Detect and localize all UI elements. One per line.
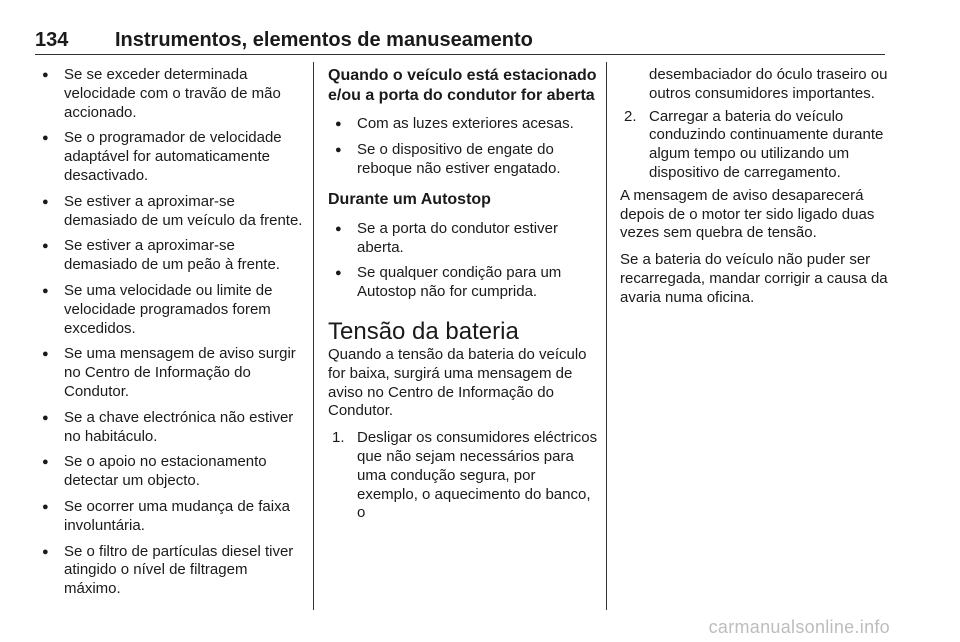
list-item: ● Com as luzes exteriores acesas. — [328, 115, 598, 134]
paragraph: Se a bateria do veículo não puder ser recarregada, mandar corrigir a causa da avaria numa oficina. — [620, 251, 888, 306]
list-item: ● Se a porta do condutor estiver aberta. — [328, 220, 598, 258]
parked-conditions-list — [328, 115, 598, 178]
battery-steps-list — [328, 429, 598, 523]
step-continuation: desembaciador do óculo traseiro ou outros consumidores importantes. — [649, 66, 888, 102]
autostop-conditions-list — [328, 220, 598, 302]
watermark: carmanualsonline.info — [708, 617, 890, 637]
column-divider-1 — [313, 62, 314, 610]
subheading-autostop: Durante um Autostop — [328, 191, 491, 209]
list-item: ● Se uma mensagem de aviso surgir no Centro de Informação do Condutor. — [35, 345, 303, 401]
step-text: Carregar a bateria do veículo conduzindo continuamente durante algum tempo ou utilizando um dispositivo de carregamento. — [649, 107, 884, 181]
list-item: ● Se o programador de velocidade adaptável for automaticamente desactivado. — [35, 129, 303, 185]
page-header — [35, 29, 885, 55]
list-item: ● Se estiver a aproximar-se demasiado de um veículo da frente. — [35, 193, 303, 231]
paragraph: A mensagem de aviso desaparecerá depois de o motor ter sido ligado duas vezes sem quebra de tensão. — [620, 186, 875, 242]
list-item: ● Se ocorrer uma mudança de faixa involuntária. — [35, 498, 303, 536]
list-item — [624, 108, 890, 183]
step-number: 2. — [624, 107, 637, 125]
column-divider-2 — [606, 62, 607, 610]
step-text: Desligar os consumidores eléctricos que não sejam necessários para uma condução segura, por exemplo, o aquecimento do banco, o — [357, 429, 598, 522]
subheading-parked: Quando o veículo está estacionado e/ou a porta do condutor for aberta — [328, 67, 597, 104]
list-item: ● Se uma velocidade ou limite de velocidade programados forem excedidos. — [35, 282, 303, 338]
list-item: ● Se o filtro de partículas diesel tiver atingido o nível de filtragem máximo. — [35, 543, 303, 599]
column-1 — [35, 66, 303, 606]
step-number: 1. — [332, 429, 345, 447]
page-title: Instrumentos, elementos de manuseamento — [115, 29, 533, 51]
column-2 — [328, 66, 598, 523]
list-item — [332, 429, 598, 523]
list-item: ● Se qualquer condição para um Autostop não for cumprida. — [328, 264, 598, 302]
header-divider — [35, 54, 885, 55]
list-item: ● Se se exceder determinada velocidade com o travão de mão accionado. — [35, 66, 303, 122]
warning-conditions-list — [35, 66, 303, 599]
list-item: ● Se estiver a aproximar-se demasiado de um peão à frente. — [35, 237, 303, 275]
column-3 — [620, 66, 890, 316]
battery-intro-paragraph: Quando a tensão da bateria do veículo for baixa, surgirá uma mensagem de aviso no Centro de Informação do Condutor. — [328, 346, 587, 420]
list-item: ● Se o dispositivo de engate do reboque não estiver engatado. — [328, 141, 598, 179]
battery-steps-list-cont — [620, 108, 890, 183]
list-item: ● Se o apoio no estacionamento detectar um objecto. — [35, 453, 303, 491]
page-number: 134 — [35, 29, 69, 51]
list-item: ● Se a chave electrónica não estiver no habitáculo. — [35, 409, 303, 447]
section-title-battery: Tensão da bateria — [328, 318, 519, 346]
